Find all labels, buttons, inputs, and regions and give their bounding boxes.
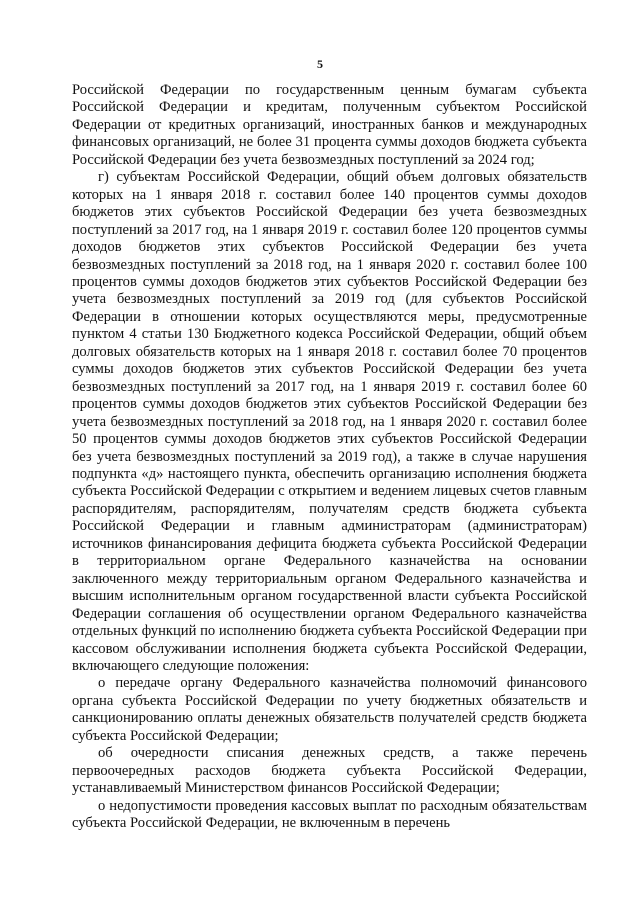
paragraph-provision-order: об очередности списания денежных средств, а также перечень первоочередных расходов бюджета субъекта Российской Федерации, устанавливаемый Министерством финансов Российской Федерации; — [72, 745, 587, 797]
document-body — [72, 82, 587, 832]
page-number: 5 — [317, 57, 323, 71]
paragraph-subitem-g: г) субъектам Российской Федерации, общий объем долговых обязательств которых на 1 января 2018 г. составил более 140 процентов суммы доходов бюджетов этих субъектов Российской Федерации без учета безвозмездных поступлений за 2017 год, на 1 января 2019 г. составил более 120 процентов суммы доходов бюджетов этих субъектов Российской Федерации без учета безвозмездных поступлений за 2018 год, на 1 января 2020 г. составил более 100 процентов суммы доходов бюджетов этих субъектов Российской Федерации без учета безвозмездных поступлений за 2019 год (для субъектов Российской Федерации в отношении которых осуществляются меры, предусмотренные пунктом 4 статьи 130 Бюджетного кодекса Российской Федерации, общий объем долговых обязательств которых на 1 января 2018 г. составил более 70 процентов суммы доходов бюджетов этих субъектов Российской Федерации без учета безвозмездных поступлений за 2017 год, на 1 января 2019 г. составил более 60 процентов суммы доходов бюджетов этих субъектов Российской Федерации без учета безвозмездных поступлений за 2018 год, на 1 января 2020 г. составил более 50 процентов суммы доходов бюджетов этих субъектов Российской Федерации без учета безвозмездных поступлений за 2019 год), а также в случае нарушения подпункта «д» настоящего пункта, обеспечить организацию исполнения бюджета субъекта Российской Федерации с открытием и ведением лицевых счетов главным распорядителям, распорядителям, получателям средств бюджета субъекта Российской Федерации и главным администраторам (администраторам) источников финансирования дефицита бюджета субъекта Российской Федерации в территориальном органе Федерального казначейства на основании заключенного между территориальным органом Федерального казначейства и высшим исполнительным органом государственной власти субъекта Российской Федерации соглашения об осуществлении органом Федерального казначейства отдельных функций по исполнению бюджета субъекта Российской Федерации при кассовом обслуживании исполнения бюджета субъекта Российской Федерации, включающего следующие положения: — [72, 169, 587, 674]
paragraph-provision-transfer: о передаче органу Федерального казначейства полномочий финансового органа субъекта Российской Федерации по учету бюджетных обязательств и санкционированию оплаты денежных обязательств получателей средств бюджета субъекта Российской Федерации; — [72, 675, 587, 744]
paragraph-provision-inadmissibility: о недопустимости проведения кассовых выплат по расходным обязательствам субъекта Российской Федерации, не включенным в перечень — [72, 797, 587, 832]
paragraph-continuation: Российской Федерации по государственным ценным бумагам субъекта Российской Федерации и кредитам, полученным субъектом Российской Федерации от кредитных организаций, иностранных банков и международных финансовых организаций, не более 31 процента суммы доходов бюджета субъекта Российской Федерации без учета безвозмездных поступлений за 2024 год; — [72, 82, 587, 168]
